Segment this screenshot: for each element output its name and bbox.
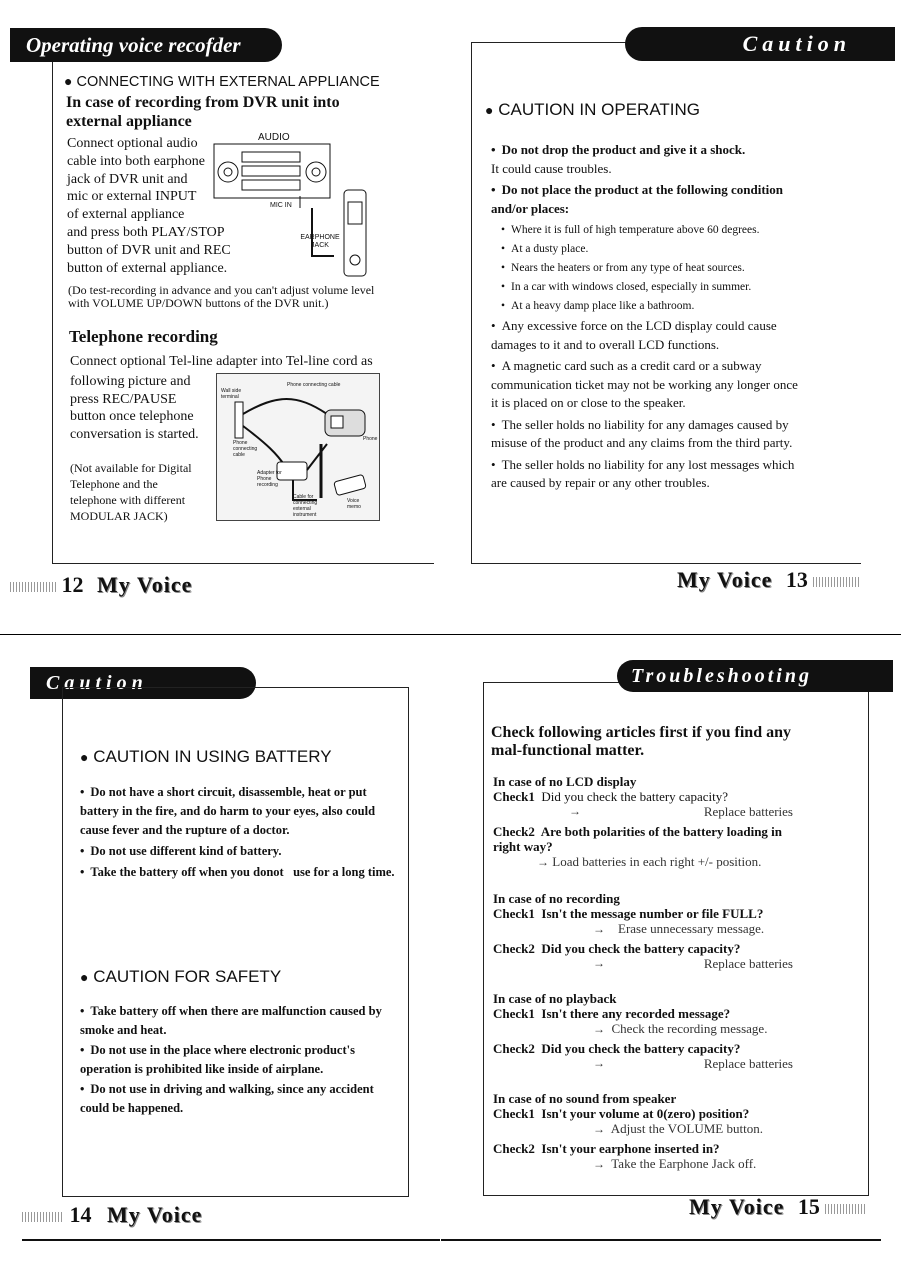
- check-row: Check1 Did you check the battery capacity?: [493, 789, 728, 804]
- bottom-rule: [441, 1239, 881, 1241]
- footer-decoration: [825, 1204, 865, 1214]
- earphone-jack-label: EARPHONE JACK: [300, 234, 340, 249]
- test-recording-note: (Do test-recording in advance and you can't adjust volume level with VOLUME UP/DOWN buttons of the DVR unit.): [68, 283, 375, 310]
- footer-decoration: [22, 1212, 64, 1222]
- check-answer: → Check the recording message.: [593, 1021, 768, 1036]
- safety-item: • Take battery off when there are malfunction caused by smoke and heat.: [80, 1002, 390, 1040]
- banner-title: Operating voice recofder: [26, 32, 241, 57]
- safety-heading: ● CAUTION FOR SAFETY: [80, 967, 282, 986]
- check-row: Check1 Isn't the message number or file FULL?: [493, 906, 764, 921]
- safety-list: [80, 1002, 390, 1118]
- condition-list: • Where it is full of high temperature above 60 degrees. • At a dusty place. • Nears the heaters or from any type of heat sources. • In a car with windows closed, especially in summer. • At a heavy damp place like a bathroom.: [501, 221, 801, 316]
- check-row: Check2 Isn't your earphone inserted in?: [493, 1141, 720, 1156]
- telephone-heading: Telephone recording: [69, 327, 218, 346]
- page-number: 13: [785, 567, 808, 592]
- page-14: [0, 634, 440, 1269]
- bottom-spread: [0, 634, 901, 1269]
- battery-item: • Do not have a short circuit, disassemble, heat or put battery in the fire, and do harm to your eyes, also could cause fever and the rupture of a doctor.: [80, 783, 400, 840]
- section-heading: ● CONNECTING WITH EXTERNAL APPLIANCE: [64, 73, 380, 90]
- footer-decoration: [813, 577, 859, 587]
- check-answer: → Replace batteries: [593, 1056, 793, 1071]
- footer-decoration: [10, 582, 56, 592]
- check-answer: → Take the Earphone Jack off.: [593, 1156, 757, 1171]
- section-title: In case of no sound from speaker: [493, 1091, 677, 1106]
- fig2-label: Cable for connecting external instrument: [293, 494, 318, 518]
- trouble-section: [493, 991, 793, 1071]
- telephone-adapter-illustration: [216, 373, 380, 521]
- check-row: Check2 Did you check the battery capacity?: [493, 941, 741, 956]
- trouble-section: [493, 774, 793, 870]
- battery-item: • Take the battery off when you donot use for a long time.: [80, 863, 400, 882]
- section-title: In case of no recording: [493, 891, 620, 906]
- page-13-banner: [625, 27, 895, 61]
- check-row: Check2 Are both polarities of the battery loading in right way?: [493, 824, 783, 854]
- body-text: Connect optional audio cable into both earphone jack of DVR unit and mic or external INPUT of external appliance and press both PLAY/STOP button of DVR unit and REC button of external appliance.: [67, 136, 231, 276]
- trouble-section: [493, 1091, 793, 1172]
- caution-item: • Any excessive force on the LCD display could cause damages to it and to overall LCD functions.: [491, 317, 801, 354]
- sub-heading: In case of recording from DVR unit into external appliance: [66, 94, 340, 130]
- footer-brand: My Voice: [97, 572, 193, 597]
- audio-label: AUDIO: [258, 132, 290, 143]
- troubleshooting-sections: [493, 774, 793, 1172]
- caution-item: • Do not place the product at the following condition and/or places:: [491, 181, 801, 218]
- bottom-rule: [22, 1239, 440, 1241]
- page-15: [441, 634, 901, 1269]
- page-number: 15: [797, 1194, 820, 1219]
- page-12-banner: [10, 28, 282, 62]
- check-answer: → Load batteries in each right +/- position.: [537, 854, 762, 869]
- battery-list: [80, 783, 400, 882]
- caution-item: • The seller holds no liability for any lost messages which are caused by repair or any other troubles.: [491, 456, 801, 493]
- caution-item-detail: It could cause troubles.: [491, 160, 612, 176]
- fig2-label: Phone connecting cable: [287, 382, 341, 388]
- battery-item: • Do not use different kind of battery.: [80, 842, 400, 861]
- check-answer: → Replace batteries: [569, 804, 793, 819]
- telephone-body: following picture and press REC/PAUSE button once telephone conversation is started.: [70, 374, 199, 442]
- troubleshooting-intro: Check following articles first if you find any mal-functional matter.: [491, 724, 791, 759]
- telephone-note: (Not available for Digital Telephone and the telephone with different MODULAR JACK): [70, 461, 192, 523]
- safety-item: • Do not use in the place where electronic product's operation is prohibited like inside of airplane.: [80, 1041, 390, 1079]
- caution-item: • Do not drop the product and give it a shock.: [491, 141, 801, 160]
- check-row: Check1 Isn't there any recorded message?: [493, 1006, 731, 1021]
- fig2-label: Phone connecting cable: [233, 440, 258, 458]
- page-number: 12: [61, 572, 84, 597]
- fig2-label: Phone: [363, 436, 378, 442]
- page-14-footer: [22, 1202, 202, 1228]
- page-12-footer: [10, 572, 192, 598]
- banner-title: Caution: [742, 31, 851, 56]
- check-row: Check1 Isn't your volume at 0(zero) position?: [493, 1106, 750, 1121]
- fig2-label: Wall side terminal: [221, 388, 242, 400]
- fig2-label: Voice memo: [347, 498, 361, 510]
- banner-title: Troubleshooting: [631, 664, 812, 687]
- section-heading: ● CAUTION IN OPERATING: [485, 100, 701, 119]
- page-13: [441, 0, 901, 634]
- check-answer: → Erase unnecessary message.: [593, 921, 765, 936]
- footer-brand: My Voice: [677, 567, 773, 592]
- caution-item: • A magnetic card such as a credit card or a subway communication ticket may not be working any longer once it is placed on or close to the speaker.: [491, 357, 801, 413]
- page-15-banner: [617, 660, 893, 692]
- audio-connection-illustration: [212, 130, 380, 282]
- banner-title: Caution: [46, 671, 148, 694]
- safety-item: • Do not use in driving and walking, since any accident could be happened.: [80, 1080, 390, 1118]
- footer-brand: My Voice: [107, 1202, 203, 1227]
- check-row: Check2 Did you check the battery capacity?: [493, 1041, 741, 1056]
- check-answer: → Adjust the VOLUME button.: [593, 1121, 763, 1136]
- page-15-footer: [689, 1194, 865, 1220]
- telephone-intro: Connect optional Tel-line adapter into Tel-line cord as: [70, 354, 373, 369]
- check-answer: → Replace batteries: [593, 956, 793, 971]
- battery-heading: ● CAUTION IN USING BATTERY: [80, 747, 332, 766]
- footer-brand: My Voice: [689, 1194, 785, 1219]
- fig2-label: Adapter for Phone recording: [257, 470, 282, 488]
- section-title: In case of no playback: [493, 991, 617, 1006]
- mic-in-label: MIC IN: [270, 202, 292, 209]
- caution-item: • The seller holds no liability for any damages caused by misuse of the product and any claims from the third party.: [491, 416, 801, 453]
- page-12: [0, 0, 440, 634]
- section-title: In case of no LCD display: [493, 774, 637, 789]
- trouble-section: [493, 891, 793, 971]
- caution-list: [491, 141, 801, 493]
- page-number: 14: [69, 1202, 92, 1227]
- page-13-footer: [677, 567, 859, 593]
